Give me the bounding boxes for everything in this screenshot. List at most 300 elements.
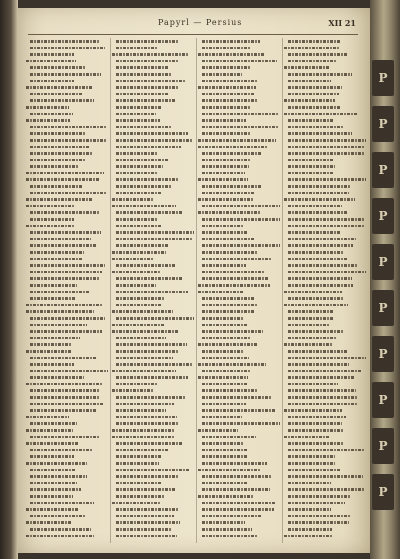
- text-line: [284, 427, 366, 434]
- text-line: [112, 275, 194, 282]
- text-line: [284, 394, 366, 401]
- text-line: [198, 519, 280, 526]
- text-line: [112, 473, 194, 480]
- text-line: [112, 467, 194, 474]
- running-title: Papyrl — Persius: [158, 18, 243, 27]
- text-line: [26, 387, 108, 394]
- thumb-index-tab: P: [372, 290, 394, 326]
- text-line: [112, 256, 194, 263]
- text-line: [284, 64, 366, 71]
- text-line: [198, 348, 280, 355]
- text-line: [284, 322, 366, 329]
- text-line: [198, 427, 280, 434]
- text-line: [198, 275, 280, 282]
- text-line: [198, 176, 280, 183]
- text-line: [284, 78, 366, 85]
- text-line: [198, 407, 280, 414]
- text-line: [112, 387, 194, 394]
- text-line: [198, 183, 280, 190]
- text-line: [26, 447, 108, 454]
- text-line: [284, 71, 366, 78]
- text-line: [112, 163, 194, 170]
- text-line: [198, 447, 280, 454]
- text-line: [284, 526, 366, 533]
- text-line: [26, 295, 108, 302]
- text-line: [198, 71, 280, 78]
- text-line: [198, 38, 280, 45]
- text-line: [198, 302, 280, 309]
- text-line: [26, 256, 108, 263]
- text-line: [198, 256, 280, 263]
- text-line: [198, 526, 280, 533]
- text-line: [198, 500, 280, 507]
- text-line: [112, 190, 194, 197]
- text-line: [284, 308, 366, 315]
- text-line: [112, 500, 194, 507]
- text-line: [112, 45, 194, 52]
- text-line: [198, 486, 280, 493]
- text-line: [26, 84, 108, 91]
- text-line: [26, 38, 108, 45]
- text-line: [26, 519, 108, 526]
- text-line: [26, 434, 108, 441]
- text-line: [26, 97, 108, 104]
- text-line: [112, 137, 194, 144]
- text-line: [112, 229, 194, 236]
- text-line: [112, 420, 194, 427]
- text-line: [112, 196, 194, 203]
- text-line: [112, 513, 194, 520]
- column-divider: [110, 38, 111, 543]
- text-line: [198, 506, 280, 513]
- text-line: [284, 242, 366, 249]
- text-line: [112, 242, 194, 249]
- text-line: [112, 401, 194, 408]
- text-line: [284, 289, 366, 296]
- text-line: [26, 157, 108, 164]
- text-line: [284, 341, 366, 348]
- text-line: [112, 506, 194, 513]
- text-line: [26, 348, 108, 355]
- text-line: [198, 295, 280, 302]
- text-line: [284, 104, 366, 111]
- text-line: [26, 526, 108, 533]
- thumb-index-tab: P: [372, 198, 394, 234]
- text-line: [112, 38, 194, 45]
- text-line: [26, 473, 108, 480]
- text-line: [26, 209, 108, 216]
- text-line: [284, 440, 366, 447]
- text-line: [26, 315, 108, 322]
- text-line: [26, 427, 108, 434]
- text-line: [284, 335, 366, 342]
- text-line: [26, 328, 108, 335]
- text-line: [26, 150, 108, 157]
- text-line: [198, 190, 280, 197]
- text-line: [112, 341, 194, 348]
- text-line: [284, 229, 366, 236]
- text-line: [284, 480, 366, 487]
- text-line: [112, 460, 194, 467]
- text-line: [112, 78, 194, 85]
- text-line: [26, 104, 108, 111]
- text-line: [284, 196, 366, 203]
- text-line: [112, 203, 194, 210]
- text-line: [284, 84, 366, 91]
- text-line: [284, 434, 366, 441]
- text-line: [26, 341, 108, 348]
- text-line: [112, 150, 194, 157]
- text-line: [26, 440, 108, 447]
- text-line: [198, 335, 280, 342]
- text-line: [112, 249, 194, 256]
- thumb-index-tab: P: [372, 382, 394, 418]
- text-line: [26, 144, 108, 151]
- text-line: [198, 229, 280, 236]
- text-line: [198, 157, 280, 164]
- text-line: [26, 355, 108, 362]
- header-rule: [28, 34, 358, 35]
- text-line: [198, 315, 280, 322]
- text-line: [284, 216, 366, 223]
- text-line: [112, 361, 194, 368]
- text-line: [26, 183, 108, 190]
- text-line: [26, 407, 108, 414]
- text-line: [198, 480, 280, 487]
- text-line: [284, 190, 366, 197]
- text-line: [112, 295, 194, 302]
- text-line: [198, 78, 280, 85]
- text-line: [284, 493, 366, 500]
- text-line: [26, 111, 108, 118]
- text-line: [198, 467, 280, 474]
- text-line: [112, 117, 194, 124]
- text-line: [284, 486, 366, 493]
- text-line: [198, 111, 280, 118]
- text-line: [284, 51, 366, 58]
- text-line: [198, 249, 280, 256]
- text-line: [112, 58, 194, 65]
- text-line: [26, 394, 108, 401]
- text-line: [26, 506, 108, 513]
- text-line: [112, 374, 194, 381]
- text-line: [26, 163, 108, 170]
- text-line: [112, 144, 194, 151]
- text-line: [284, 97, 366, 104]
- text-line: [26, 460, 108, 467]
- text-line: [26, 401, 108, 408]
- text-line: [284, 447, 366, 454]
- text-line: [284, 361, 366, 368]
- text-line: [198, 84, 280, 91]
- text-line: [284, 170, 366, 177]
- text-line: [284, 467, 366, 474]
- text-line: [26, 170, 108, 177]
- text-line: [198, 51, 280, 58]
- text-line: [26, 308, 108, 315]
- text-line: [284, 203, 366, 210]
- text-line: [112, 381, 194, 388]
- text-line: [112, 262, 194, 269]
- text-line: [198, 387, 280, 394]
- text-line: [26, 453, 108, 460]
- text-line: [112, 269, 194, 276]
- text-line: [112, 104, 194, 111]
- text-line: [198, 144, 280, 151]
- text-line: [26, 176, 108, 183]
- text-line: [26, 420, 108, 427]
- text-line: [198, 440, 280, 447]
- text-line: [198, 533, 280, 540]
- text-line: [26, 190, 108, 197]
- text-line: [198, 473, 280, 480]
- text-line: [112, 453, 194, 460]
- text-line: [198, 117, 280, 124]
- text-line: [198, 223, 280, 230]
- text-line: [26, 493, 108, 500]
- thumb-index-tab: P: [372, 106, 394, 142]
- text-line: [26, 480, 108, 487]
- text-line: [112, 84, 194, 91]
- text-line: [112, 111, 194, 118]
- text-line: [112, 97, 194, 104]
- text-line: [198, 282, 280, 289]
- text-line: [26, 262, 108, 269]
- text-line: [198, 269, 280, 276]
- text-line: [284, 157, 366, 164]
- thumb-index-tab: P: [372, 428, 394, 464]
- text-line: [284, 407, 366, 414]
- text-line: [26, 381, 108, 388]
- text-line: [112, 236, 194, 243]
- text-line: [284, 91, 366, 98]
- text-line: [112, 124, 194, 131]
- text-line: [284, 176, 366, 183]
- text-line: [198, 381, 280, 388]
- text-line: [284, 460, 366, 467]
- text-line: [284, 348, 366, 355]
- text-line: [26, 117, 108, 124]
- text-line: [198, 341, 280, 348]
- text-line: [26, 216, 108, 223]
- text-line: [284, 163, 366, 170]
- text-line: [198, 242, 280, 249]
- text-line: [26, 486, 108, 493]
- text-line: [112, 322, 194, 329]
- text-line: [284, 513, 366, 520]
- text-line: [284, 420, 366, 427]
- text-line: [112, 480, 194, 487]
- text-line: [26, 282, 108, 289]
- text-line: [284, 150, 366, 157]
- text-line: [26, 414, 108, 421]
- text-line: [284, 130, 366, 137]
- text-line: [284, 282, 366, 289]
- text-line: [112, 157, 194, 164]
- text-line: [284, 374, 366, 381]
- text-line: [112, 348, 194, 355]
- text-line: [284, 124, 366, 131]
- text-line: [284, 506, 366, 513]
- text-line: [284, 368, 366, 375]
- text-line: [284, 275, 366, 282]
- running-header: [18, 18, 370, 32]
- text-line: [112, 315, 194, 322]
- text-line: [112, 533, 194, 540]
- thumb-index-tab: P: [372, 336, 394, 372]
- text-line: [26, 223, 108, 230]
- column-1: [26, 38, 108, 543]
- text-line: [198, 374, 280, 381]
- text-line: [112, 407, 194, 414]
- text-line: [284, 262, 366, 269]
- page-number: XII 21: [328, 18, 356, 28]
- text-line: [112, 91, 194, 98]
- dictionary-page: [18, 8, 370, 553]
- text-line: [198, 262, 280, 269]
- text-line: [112, 209, 194, 216]
- column-3: [198, 38, 280, 543]
- text-line: [198, 124, 280, 131]
- text-line: [198, 196, 280, 203]
- text-line: [198, 420, 280, 427]
- text-line: [112, 223, 194, 230]
- text-line: [112, 176, 194, 183]
- text-line: [198, 150, 280, 157]
- text-line: [112, 130, 194, 137]
- text-line: [284, 328, 366, 335]
- text-line: [284, 302, 366, 309]
- text-line: [198, 434, 280, 441]
- text-line: [112, 526, 194, 533]
- text-line: [284, 236, 366, 243]
- text-line: [284, 473, 366, 480]
- text-line: [112, 355, 194, 362]
- text-line: [284, 256, 366, 263]
- text-line: [284, 414, 366, 421]
- text-line: [26, 289, 108, 296]
- text-line: [198, 493, 280, 500]
- text-line: [284, 137, 366, 144]
- text-line: [198, 137, 280, 144]
- text-line: [198, 401, 280, 408]
- text-line: [26, 374, 108, 381]
- text-line: [198, 91, 280, 98]
- text-line: [26, 361, 108, 368]
- text-line: [26, 236, 108, 243]
- column-divider: [196, 38, 197, 543]
- text-line: [198, 355, 280, 362]
- text-line: [198, 203, 280, 210]
- text-line: [112, 71, 194, 78]
- text-line: [198, 513, 280, 520]
- text-line: [26, 249, 108, 256]
- text-line: [198, 163, 280, 170]
- text-line: [284, 401, 366, 408]
- text-line: [198, 361, 280, 368]
- text-line: [284, 387, 366, 394]
- text-line: [26, 91, 108, 98]
- text-line: [198, 64, 280, 71]
- text-line: [112, 216, 194, 223]
- text-line: [112, 519, 194, 526]
- text-line: [26, 64, 108, 71]
- text-line: [112, 486, 194, 493]
- column-4: [284, 38, 366, 543]
- text-line: [284, 381, 366, 388]
- text-line: [198, 414, 280, 421]
- text-line: [112, 335, 194, 342]
- text-line: [26, 45, 108, 52]
- text-line: [198, 394, 280, 401]
- text-line: [112, 427, 194, 434]
- text-line: [284, 58, 366, 65]
- text-line: [26, 203, 108, 210]
- text-line: [26, 368, 108, 375]
- text-line: [284, 453, 366, 460]
- text-line: [284, 249, 366, 256]
- text-line: [112, 64, 194, 71]
- text-line: [198, 236, 280, 243]
- text-line: [26, 58, 108, 65]
- thumb-index-tab: P: [372, 474, 394, 510]
- text-line: [198, 216, 280, 223]
- column-2: [112, 38, 194, 543]
- text-line: [26, 533, 108, 540]
- text-line: [198, 45, 280, 52]
- text-line: [198, 97, 280, 104]
- text-line: [284, 269, 366, 276]
- text-line: [112, 394, 194, 401]
- text-line: [112, 183, 194, 190]
- text-line: [112, 447, 194, 454]
- text-line: [198, 104, 280, 111]
- text-line: [26, 196, 108, 203]
- text-line: [112, 51, 194, 58]
- text-line: [284, 117, 366, 124]
- text-line: [112, 414, 194, 421]
- text-line: [284, 183, 366, 190]
- text-line: [284, 295, 366, 302]
- text-line: [284, 144, 366, 151]
- text-line: [284, 223, 366, 230]
- text-line: [198, 328, 280, 335]
- text-line: [26, 51, 108, 58]
- text-line: [198, 170, 280, 177]
- text-line: [198, 130, 280, 137]
- text-line: [284, 355, 366, 362]
- text-line: [112, 368, 194, 375]
- text-line: [284, 500, 366, 507]
- text-line: [198, 308, 280, 315]
- text-line: [198, 58, 280, 65]
- text-line: [26, 467, 108, 474]
- text-line: [26, 513, 108, 520]
- text-line: [112, 493, 194, 500]
- text-line: [198, 460, 280, 467]
- text-line: [198, 368, 280, 375]
- thumb-index-tab: P: [372, 152, 394, 188]
- text-line: [26, 500, 108, 507]
- text-line: [112, 440, 194, 447]
- text-line: [198, 322, 280, 329]
- text-line: [26, 275, 108, 282]
- text-line: [284, 519, 366, 526]
- thumb-index-tab: P: [372, 60, 394, 96]
- thumb-index-tab: P: [372, 244, 394, 280]
- text-line: [26, 124, 108, 131]
- text-line: [26, 322, 108, 329]
